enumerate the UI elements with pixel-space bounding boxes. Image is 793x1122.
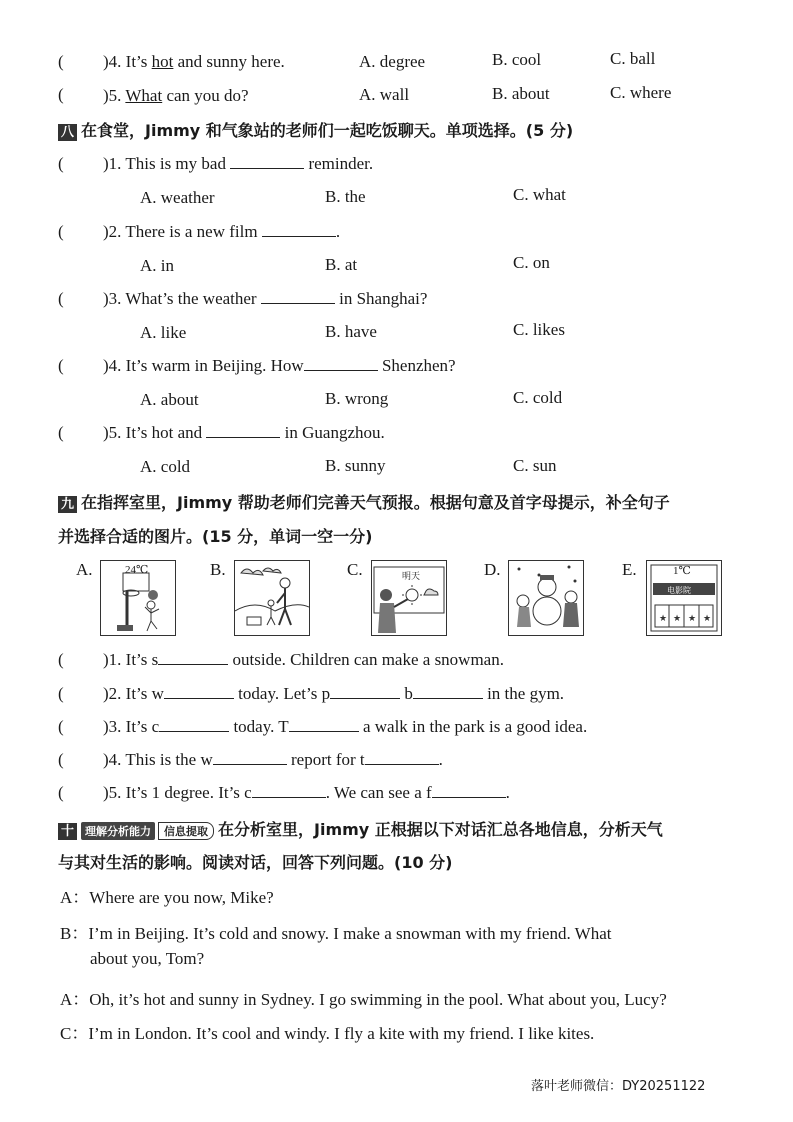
picture-label: D. [484,560,501,579]
answer-paren[interactable]: ( [58,423,64,442]
picture-label: B. [210,560,226,579]
answer-blank[interactable] [213,750,287,765]
answer-blank[interactable] [230,154,304,169]
option-a: A. degree [359,52,426,71]
section-8-title: 八 在食堂，Jimmy 和气象站的老师们一起吃饭聊天。单项选择。(5 分) [58,118,573,141]
answer-blank[interactable] [164,684,234,699]
answer-paren[interactable]: ( [58,356,64,375]
question-8-1: )1. This is my bad reminder. [103,154,374,173]
answer-blank[interactable] [159,717,229,732]
option-a: A. like [140,323,187,342]
answer-paren[interactable]: ( [58,650,64,669]
picture-b-park-walk[interactable] [234,560,310,636]
picture-a-basketball[interactable] [100,560,176,636]
answer-paren[interactable]: ( [58,154,64,173]
picture-label: A. [76,560,93,579]
answer-blank[interactable] [432,783,506,798]
answer-paren[interactable]: ( [58,750,64,769]
section-number: 九 [58,496,77,513]
answer-blank[interactable] [413,684,483,699]
dialogue-line: A：Where are you now, Mike? [60,888,274,907]
answer-blank[interactable] [330,684,400,699]
skill-badge: 理解分析能力 [81,822,155,840]
svg-text:★: ★ [659,614,668,624]
question-7-5: )5. What can you do? [103,86,249,105]
svg-text:★: ★ [673,614,682,624]
answer-paren[interactable]: ( [58,684,64,703]
option-b: B. at [325,255,358,274]
answer-blank[interactable] [304,356,378,371]
question-8-5: )5. It’s hot and in Guangzhou. [103,423,385,442]
picture-e-cinema[interactable] [646,560,722,636]
dialogue-line: about you, Tom? [90,949,205,968]
question-8-2: )2. There is a new film . [103,222,341,241]
skill-tag: 信息提取 [158,822,214,840]
option-a: A. cold [140,457,191,476]
sign-text: 明天 [402,572,421,582]
temperature-label: 24℃ [125,564,149,576]
option-b: B. wrong [325,389,389,408]
picture-label: C. [347,560,363,579]
answer-paren[interactable]: ( [58,222,64,241]
dialogue-line: C：I’m in London. It’s cool and windy. I fly a kite with my friend. I like kites. [60,1024,595,1043]
question-9-2: )2. It’s w today. Let’s p b in the gym. [103,684,565,703]
answer-blank[interactable] [289,717,359,732]
answer-blank[interactable] [262,222,336,237]
question-8-3: )3. What’s the weather in Shanghai? [103,289,428,308]
question-9-4: )4. This is the w report for t . [103,750,443,769]
snowman-icon [509,561,583,635]
answer-paren[interactable]: ( [58,289,64,308]
cinema-sign: 电影院 [667,586,691,595]
footer-watermark: 落叶老师微信：DY20251122 [531,1079,706,1094]
answer-blank[interactable] [206,423,280,438]
picture-label: E. [622,560,637,579]
option-a: A. in [140,256,174,275]
option-b: B. cool [492,50,542,69]
option-c: C. what [513,185,566,204]
question-7-4: )4. It’s hot and sunny here. [103,52,285,71]
question-9-1: )1. It’s s outside. Children can make a snowman. [103,650,504,669]
answer-paren[interactable]: ( [58,85,64,104]
temperature-label: 1℃ [673,565,691,577]
option-c: C. where [610,83,672,102]
answer-blank[interactable] [252,783,326,798]
option-c: C. on [513,253,550,272]
question-9-5: )5. It’s 1 degree. It’s c . We can see a f . [103,783,510,802]
option-b: B. have [325,322,377,341]
svg-text:★: ★ [703,614,712,624]
answer-blank[interactable] [365,750,439,765]
answer-paren[interactable]: ( [58,783,64,802]
answer-paren[interactable]: ( [58,717,64,736]
option-b: B. sunny [325,456,386,475]
park-walk-icon [235,561,309,635]
section-number: 十 [58,823,77,840]
answer-blank[interactable] [158,650,228,665]
option-c: C. likes [513,320,565,339]
option-a: A. weather [140,188,215,207]
question-9-3: )3. It’s c today. T a walk in the park is a good idea. [103,717,588,736]
dialogue-line: B：I’m in Beijing. It’s cold and snowy. I make a snowman with my friend. What [60,924,612,943]
section-9-title: 九 在指挥室里，Jimmy 帮助老师们完善天气预报。根据句意及首字母提示，补全句子 [58,490,670,513]
option-a: A. wall [359,85,410,104]
option-c: C. sun [513,456,557,475]
answer-paren[interactable]: ( [58,52,64,71]
option-b: B. the [325,187,366,206]
section-10-title-line2: 与其对生活的影响。阅读对话，回答下列问题。(10 分) [58,853,453,872]
section-number: 八 [58,124,77,141]
dialogue-line: A：Oh, it’s hot and sunny in Sydney. I go swimming in the pool. What about you, Lucy? [60,990,667,1009]
option-c: C. cold [513,388,563,407]
section-10-title: 十 理解分析能力 信息提取 在分析室里，Jimmy 正根据以下对话汇总各地信息，分析天气 [58,817,663,840]
question-8-4: )4. It’s warm in Beijing. How Shenzhen? [103,356,456,375]
picture-c-weather-report[interactable] [371,560,447,636]
option-a: A. about [140,390,199,409]
picture-d-snowman[interactable] [508,560,584,636]
option-b: B. about [492,84,550,103]
section-9-title-line2: 并选择合适的图片。(15 分，单词一空一分) [58,527,373,546]
answer-blank[interactable] [261,289,335,304]
svg-text:★: ★ [688,614,697,624]
option-c: C. ball [610,49,656,68]
